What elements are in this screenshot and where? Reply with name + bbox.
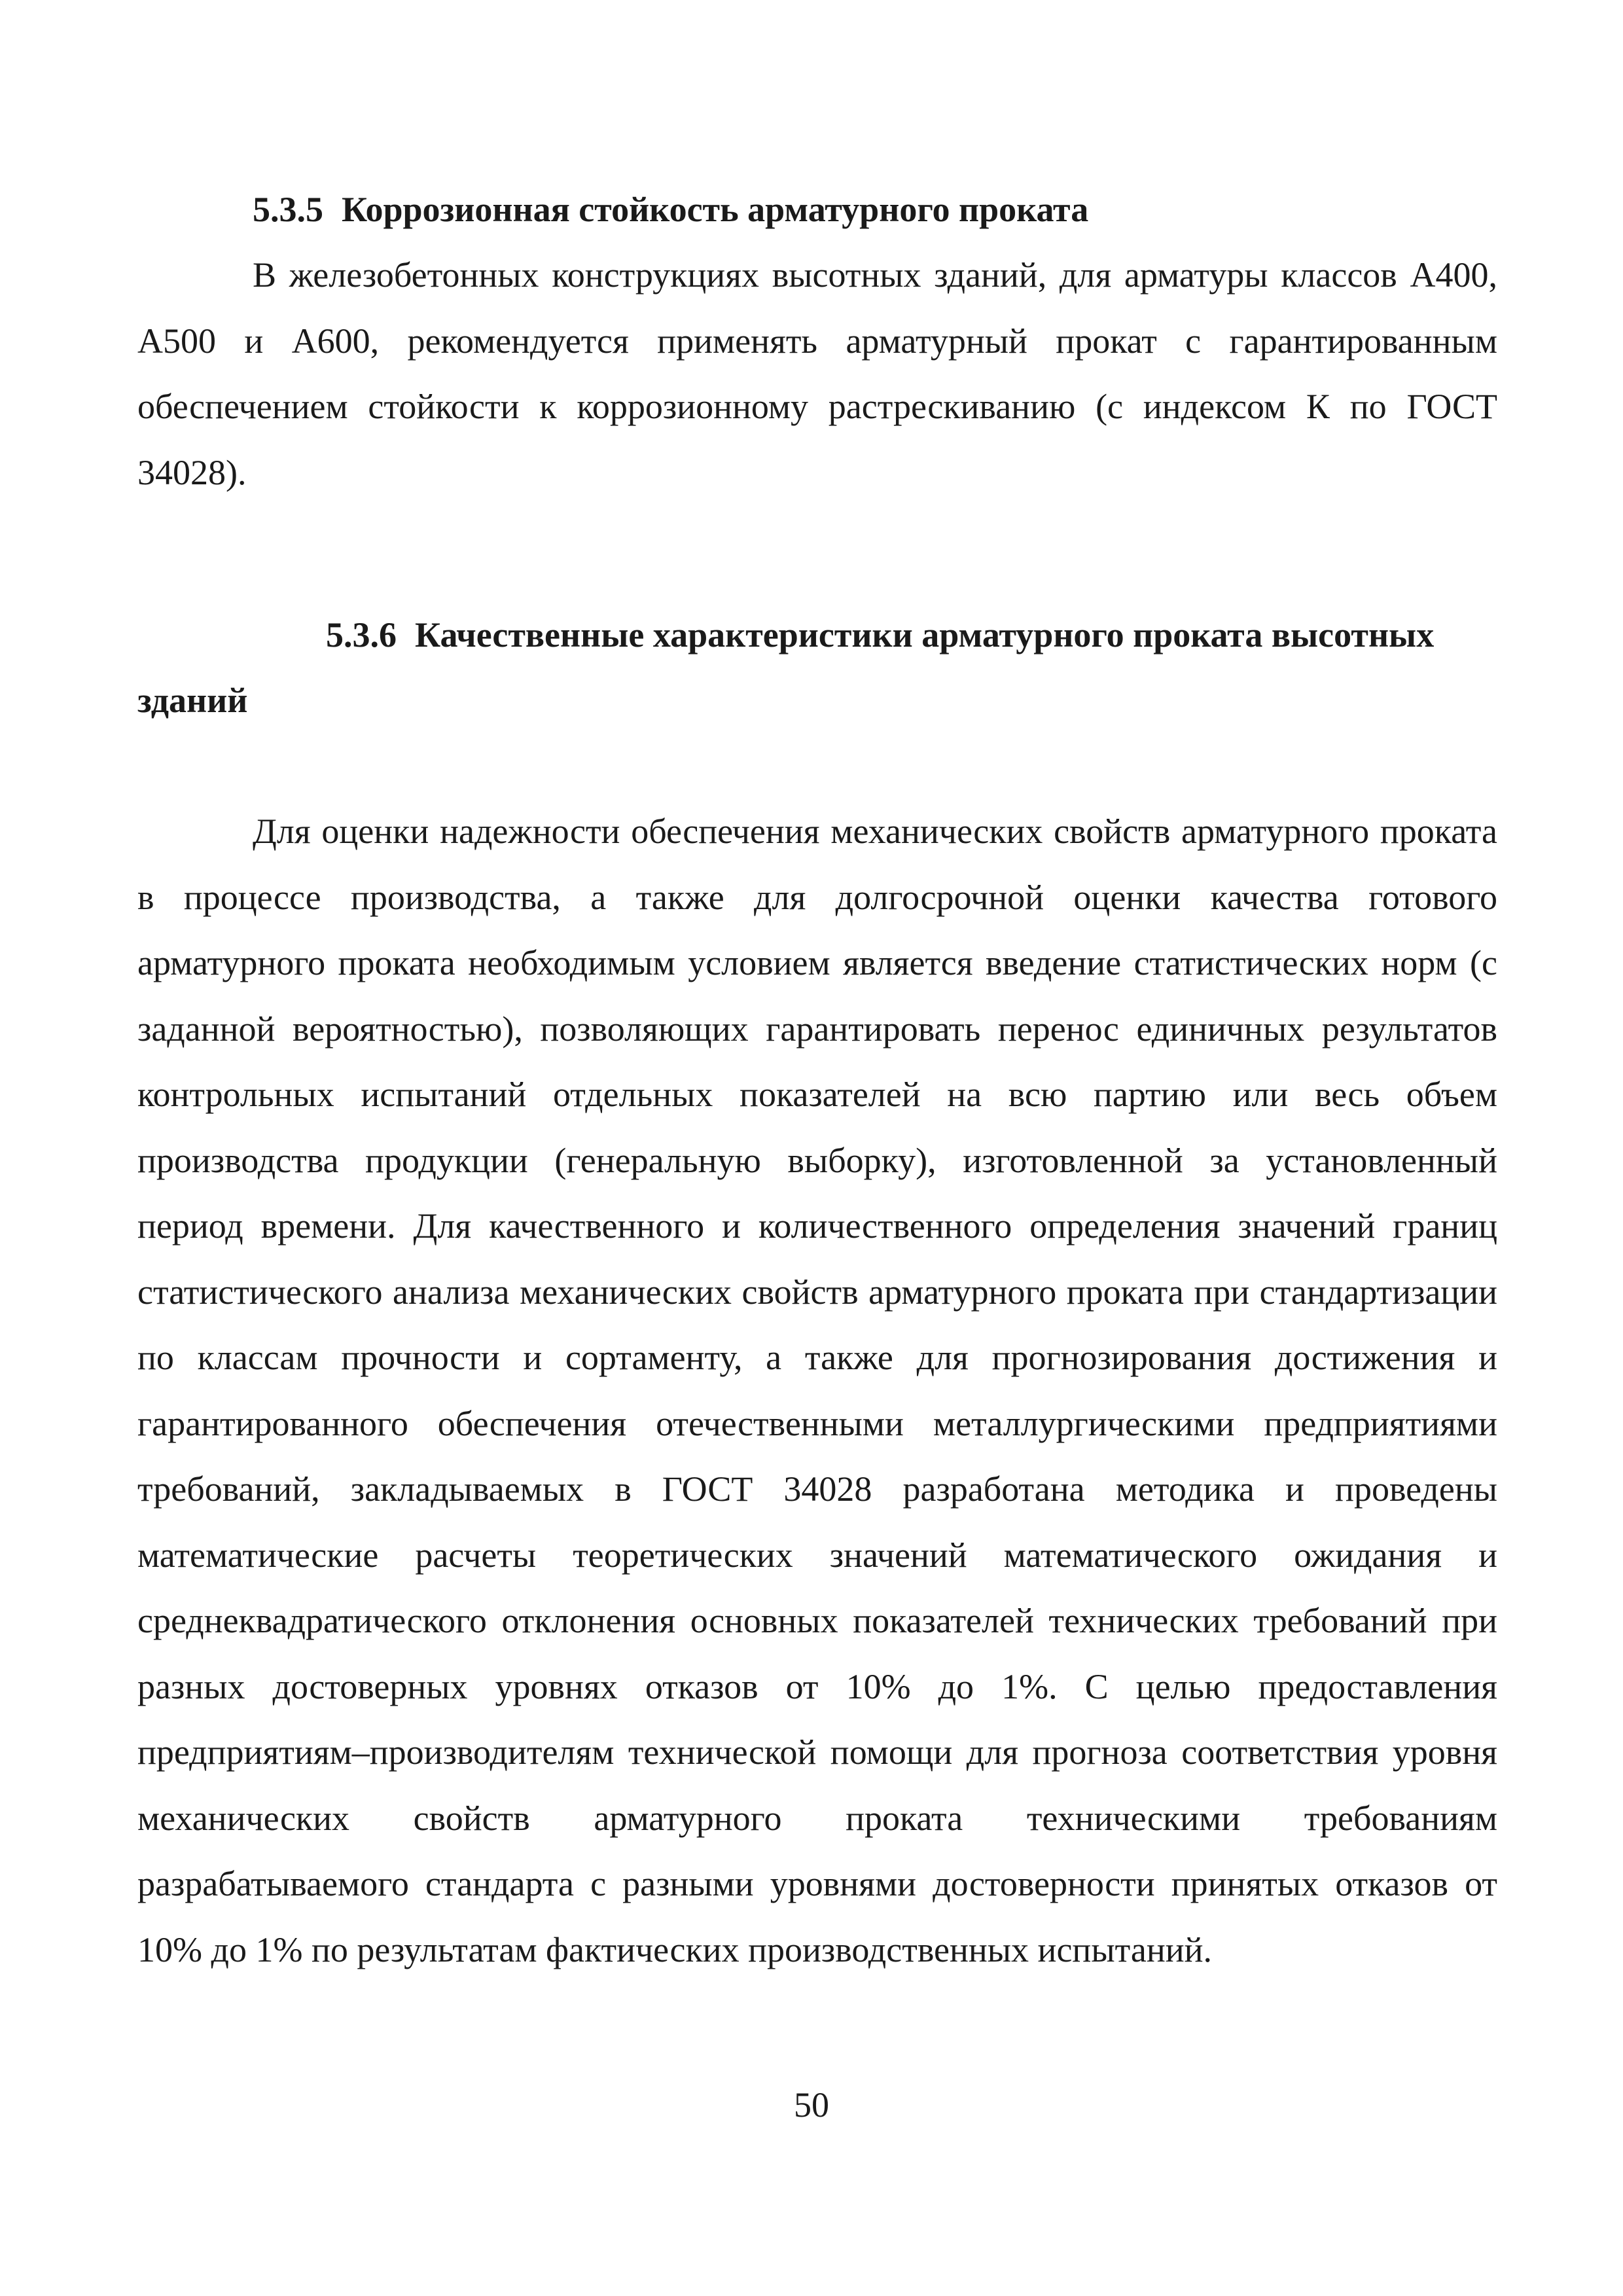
page-number: 50 — [794, 2085, 829, 2125]
section-number: 5.3.5 — [253, 190, 323, 229]
section-paragraph-5-3-5: В железобетонных конструкциях высотных зданий, для арматуры классов А400, А500 и А600, рекомендуется применять арматурный прокат с гарантированным обеспечением стойкости к коррозионному растрескиванию (с индексом К по ГОСТ 34028). — [137, 255, 1497, 492]
section-paragraph-5-3-6: Для оценки надежности обеспечения механических свойств арматурного проката в процессе производства, а также для долгосрочной оценки качества готового арматурного проката необходимым условием является введение статистических норм (с заданной вероятностью), позволяющих гарантировать перенос единичных результатов контрольных испытаний отдельных показателей на всю партию или весь объем производства продукции (генеральную выборку), изготовленной за установленный период времени. Для качественного и количественного определения значений границ статистического анализа механических свойств арматурного проката при стандартизации по классам прочности и сортаменту, а также для прогнозирования достижения и гарантированного обеспечения отечественными металлургическими предприятиями требований, закладываемых в ГОСТ 34028 разработана методика и проведены математические расчеты теоретических значений математического ожидания и среднеквадратического отклонения основных показателей технических требований при разных достоверных уровнях отказов от 10% до 1%. С целью предоставления предприятиям–производителям технической помощи для прогноза соответствия уровня механических свойств арматурного проката техническими требованиям разрабатываемого стандарта с разными уровнями достоверности принятых отказов от 10% до 1% по результатам фактических производственных испытаний. — [137, 812, 1497, 1969]
section-heading-5-3-6 — [137, 602, 1497, 733]
section-title: Качественные характеристики арматурного проката высотных зданий — [137, 615, 1435, 720]
section-heading-5-3-5 — [253, 177, 1496, 242]
section-title: Коррозионная стойкость арматурного проката — [342, 190, 1089, 229]
section-number: 5.3.6 — [326, 615, 397, 655]
